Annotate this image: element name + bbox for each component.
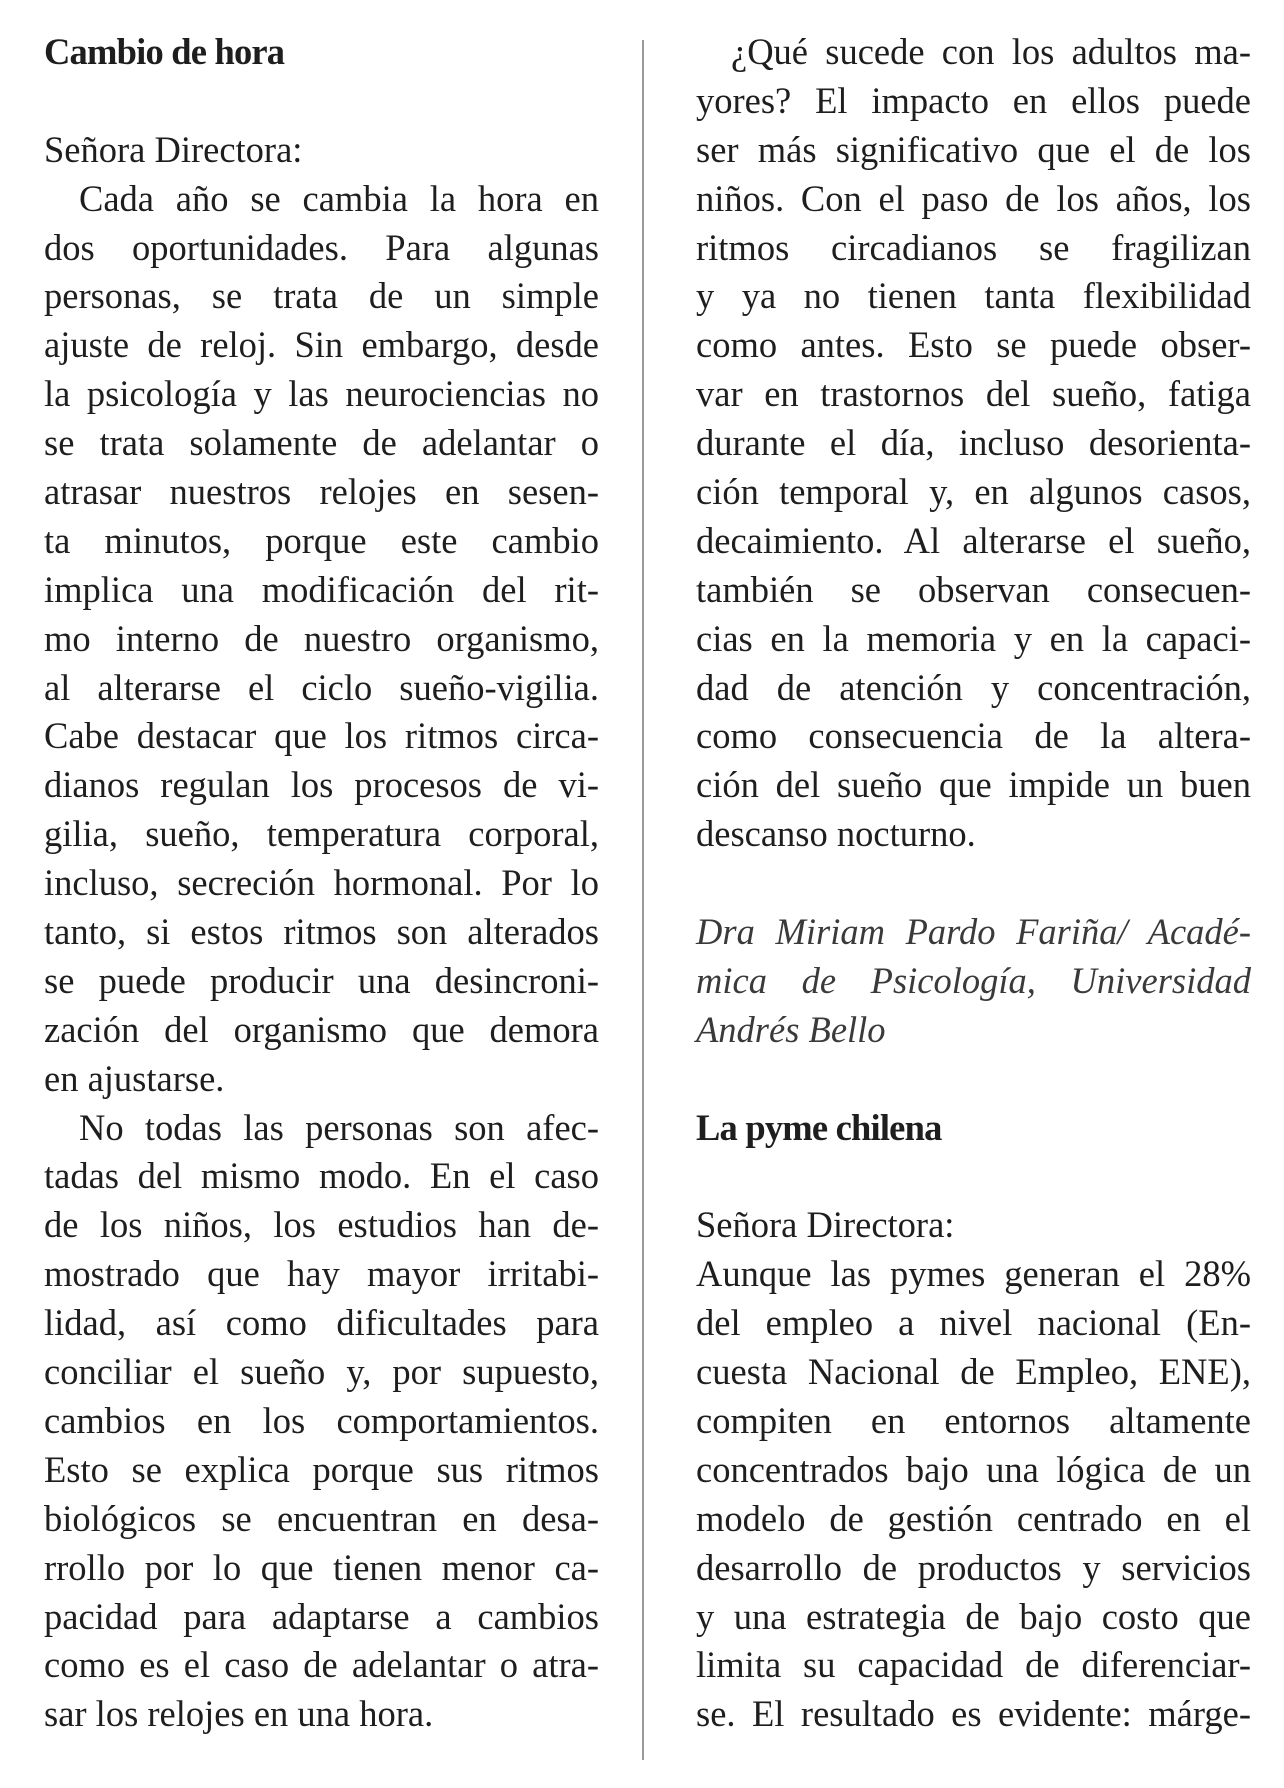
- column-right: [696, 28, 1251, 1739]
- body-line: del empleo a nivel nacional (En-: [696, 1302, 1251, 1344]
- body-line: descanso nocturno.: [696, 813, 976, 855]
- column-divider: [642, 40, 644, 1760]
- salutation: Señora Directora:: [44, 128, 303, 170]
- body-line: gilia, sueño, temperatura corporal,: [44, 813, 599, 855]
- body-line: Esto se explica porque sus ritmos: [44, 1448, 599, 1490]
- body-line: ajuste de reloj. Sin embargo, desde: [44, 324, 599, 366]
- body-line: tadas del mismo modo. En el caso: [44, 1155, 599, 1197]
- body-line: zación del organismo que demora: [44, 1008, 599, 1050]
- spacer: [696, 1055, 1251, 1104]
- body-line: se puede producir una desincroni-: [44, 959, 599, 1001]
- letter-title-la-pyme-chilena: La pyme chilena: [696, 1106, 942, 1148]
- body-line: modelo de gestión centrado en el: [696, 1497, 1251, 1539]
- body-line: concentrados bajo una lógica de un: [696, 1448, 1251, 1490]
- body-line: ta minutos, porque este cambio: [44, 519, 599, 561]
- body-line: conciliar el sueño y, por supuesto,: [44, 1351, 599, 1393]
- body-line: se. El resultado es evidente: márge-: [696, 1693, 1251, 1735]
- body-line: Cada año se cambia la hora en: [79, 177, 599, 219]
- body-line: desarrollo de productos y servicios: [696, 1546, 1251, 1588]
- body-line: ción del sueño que impide un buen: [696, 764, 1251, 806]
- body-line: como es el caso de adelantar o atra-: [44, 1644, 599, 1686]
- signature-line: Andrés Bello: [696, 1008, 886, 1050]
- signature-line: Dra Miriam Pardo Fariña/ Acadé-: [696, 911, 1251, 953]
- body-line: en ajustarse.: [44, 1057, 225, 1099]
- column-left: [44, 28, 599, 1739]
- body-line: biológicos se encuentran en desa-: [44, 1497, 599, 1539]
- body-line: y ya no tienen tanta flexibilidad: [696, 275, 1251, 317]
- body-line: también se observan consecuen-: [696, 568, 1251, 610]
- body-line: var en trastornos del sueño, fatiga: [696, 373, 1251, 415]
- body-line: como consecuencia de la altera-: [696, 715, 1251, 757]
- body-line: ¿Qué sucede con los adultos ma-: [731, 31, 1251, 72]
- body-line: de los niños, los estudios han de-: [44, 1204, 599, 1246]
- spacer: [696, 1152, 1251, 1201]
- body-line: pacidad para adaptarse a cambios: [44, 1595, 599, 1637]
- body-line: como antes. Esto se puede obser-: [696, 324, 1251, 366]
- body-line: la psicología y las neurociencias no: [44, 373, 599, 415]
- body-line: personas, se trata de un simple: [44, 275, 599, 317]
- body-line: atrasar nuestros relojes en sesen-: [44, 471, 599, 513]
- salutation: Señora Directora:: [696, 1204, 955, 1246]
- body-line: implica una modificación del rit-: [44, 568, 599, 610]
- body-line: cias en la memoria y en la capaci-: [696, 617, 1251, 659]
- body-line: mo interno de nuestro organismo,: [44, 617, 599, 659]
- body-line: mostrado que hay mayor irritabi-: [44, 1253, 599, 1295]
- body-line: incluso, secreción hormonal. Por lo: [44, 862, 599, 904]
- body-line: compiten en entornos altamente: [696, 1399, 1251, 1441]
- body-line: cuesta Nacional de Empleo, ENE),: [696, 1351, 1251, 1393]
- body-line: rrollo por lo que tienen menor ca-: [44, 1546, 599, 1588]
- body-line: dianos regulan los procesos de vi-: [44, 764, 599, 806]
- body-line: limita su capacidad de diferenciar-: [696, 1644, 1251, 1686]
- body-line: y una estrategia de bajo costo que: [696, 1595, 1251, 1637]
- body-line: durante el día, incluso desorienta-: [696, 422, 1251, 464]
- body-line: se trata solamente de adelantar o: [44, 422, 599, 464]
- body-line: ritmos circadianos se fragilizan: [696, 226, 1251, 268]
- body-line: Cabe destacar que los ritmos circa-: [44, 715, 599, 757]
- body-line: lidad, así como dificultades para: [44, 1302, 599, 1344]
- body-line: al alterarse el ciclo sueño-vigilia.: [44, 666, 599, 708]
- body-line: decaimiento. Al alterarse el sueño,: [696, 519, 1251, 561]
- body-line: dad de atención y concentración,: [696, 666, 1251, 708]
- body-line: sar los relojes en una hora.: [44, 1693, 434, 1735]
- spacer: [696, 859, 1251, 908]
- body-line: tanto, si estos ritmos son alterados: [44, 911, 599, 953]
- body-line: niños. Con el paso de los años, los: [696, 177, 1251, 219]
- body-line: ción temporal y, en algunos casos,: [696, 471, 1251, 513]
- letter-title-cambio-de-hora: Cambio de hora: [44, 31, 285, 72]
- body-line: cambios en los comportamientos.: [44, 1399, 599, 1441]
- spacer: [44, 77, 599, 126]
- signature-line: mica de Psicología, Universidad: [696, 959, 1251, 1001]
- body-line: ser más significativo que el de los: [696, 128, 1251, 170]
- body-line: Aunque las pymes generan el 28%: [696, 1253, 1251, 1295]
- body-line: yores? El impacto en ellos puede: [696, 79, 1251, 121]
- body-line: No todas las personas son afec-: [79, 1106, 599, 1148]
- body-line: dos oportunidades. Para algunas: [44, 226, 599, 268]
